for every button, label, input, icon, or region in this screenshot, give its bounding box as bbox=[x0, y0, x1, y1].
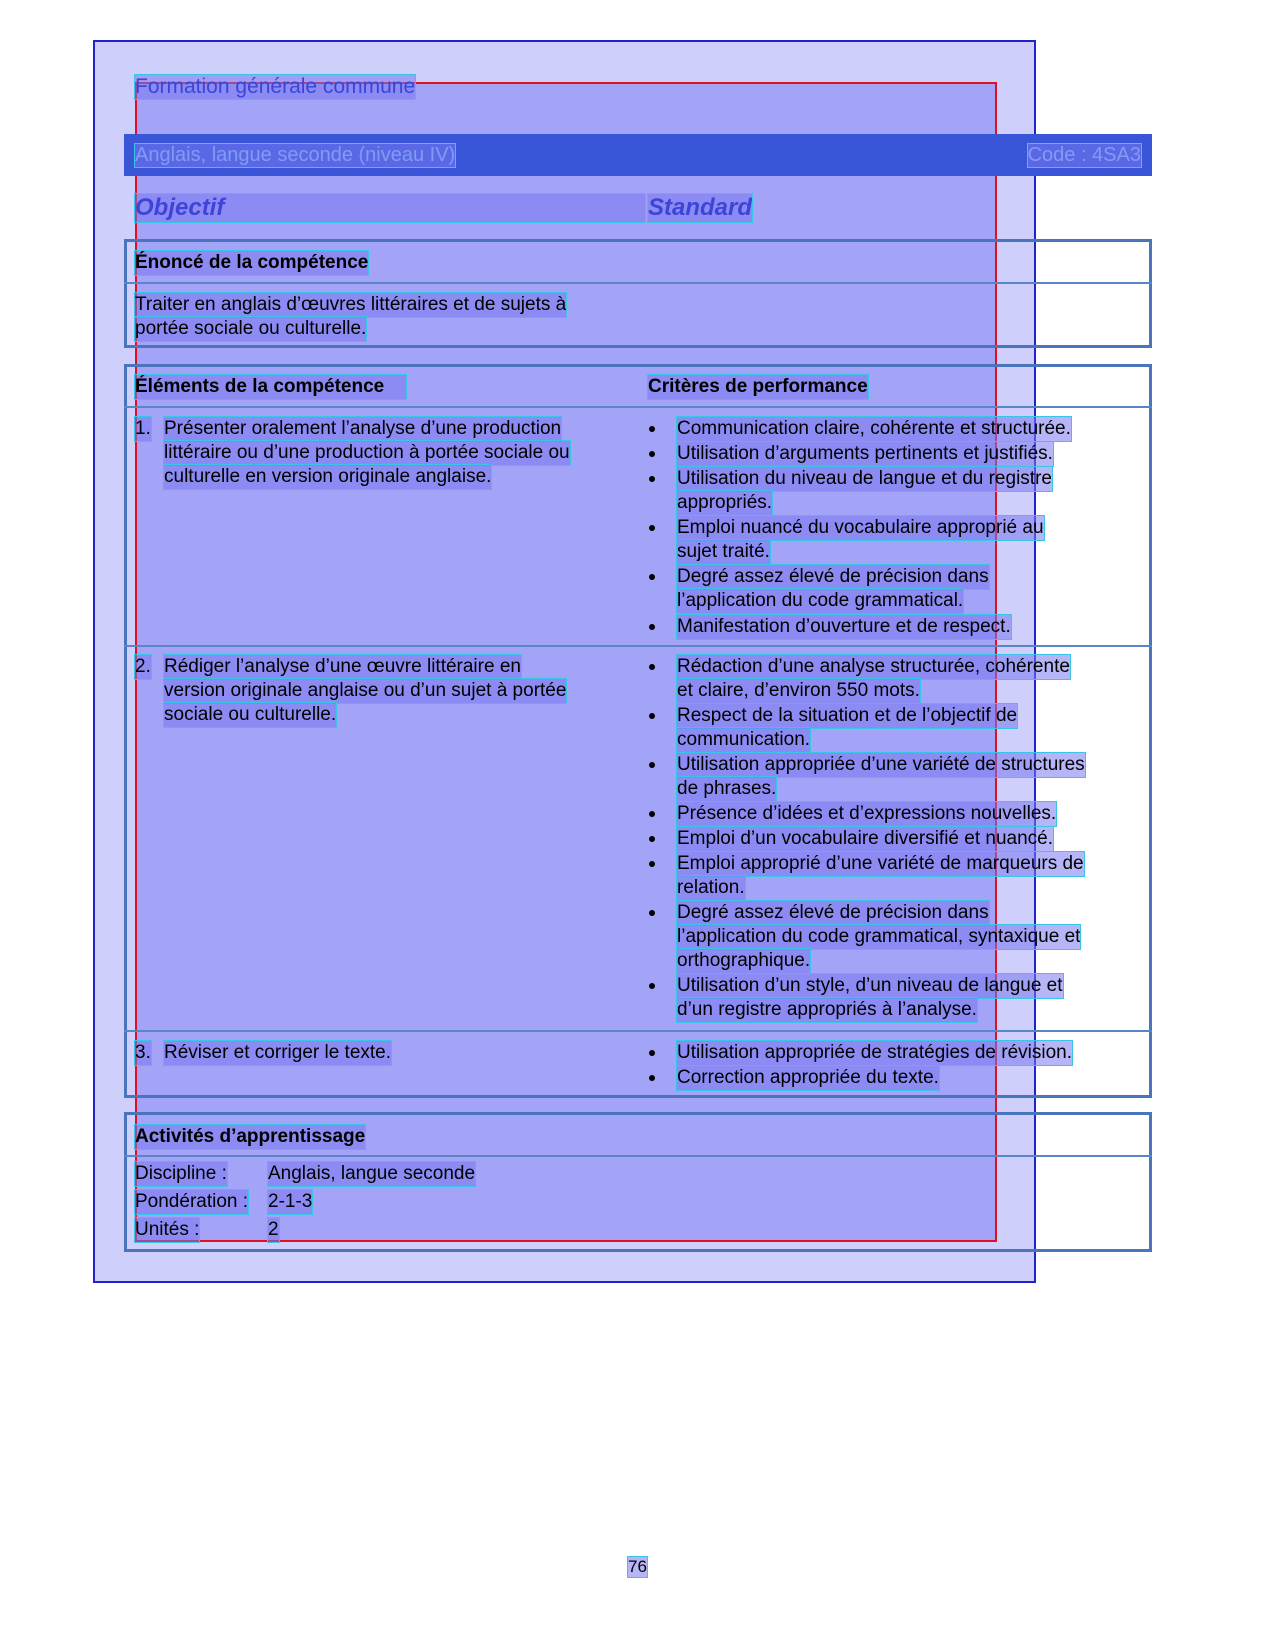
bullet-icon bbox=[648, 1068, 658, 1088]
bullet-icon bbox=[648, 755, 658, 775]
criterion-text: l’application du code grammatical. bbox=[677, 590, 964, 611]
course-code: Code : 4SA3 bbox=[1027, 144, 1141, 166]
element-text-line: version originale anglaise ou d’un sujet à portée bbox=[164, 680, 567, 701]
criterion-text: Utilisation d’arguments pertinents et justifiés. bbox=[677, 443, 1053, 464]
element-text-line: sociale ou culturelle. bbox=[164, 704, 337, 725]
element-text-line: littéraire ou d’une production à portée sociale ou bbox=[164, 442, 570, 463]
element-text-line: culturelle en version originale anglaise. bbox=[164, 466, 492, 487]
page-number: 76 bbox=[628, 1557, 647, 1576]
bullet-icon bbox=[648, 419, 658, 439]
element-number: 3. bbox=[135, 1042, 151, 1063]
competence-text-line: Traiter en anglais d’œuvres littéraires et de sujets à bbox=[135, 294, 567, 315]
bullet-icon bbox=[648, 976, 658, 996]
criterion-text: appropriés. bbox=[677, 492, 773, 513]
bullet-icon bbox=[648, 804, 658, 824]
criterion-text: de phrases. bbox=[677, 778, 777, 799]
bullet-icon bbox=[648, 657, 658, 677]
bullet-icon bbox=[648, 854, 658, 874]
units-label: Unités : bbox=[135, 1219, 200, 1240]
weighting-value: 2-1-3 bbox=[268, 1191, 313, 1212]
competence-heading: Énoncé de la compétence bbox=[135, 252, 369, 273]
criterion-text: Correction appropriée du texte. bbox=[677, 1067, 939, 1088]
bullet-icon bbox=[648, 469, 658, 489]
bullet-icon bbox=[648, 1043, 658, 1063]
criterion-text: Rédaction d’une analyse structurée, cohérente bbox=[677, 656, 1070, 677]
element-number: 1. bbox=[135, 418, 151, 439]
objective-heading: Objectif bbox=[135, 194, 645, 222]
standard-heading: Standard bbox=[648, 194, 753, 221]
criterion-text: relation. bbox=[677, 877, 745, 898]
criterion-text: Utilisation d’un style, d’un niveau de langue et bbox=[677, 975, 1063, 996]
criterion-text: Utilisation du niveau de langue et du registre bbox=[677, 468, 1052, 489]
criterion-text: l’application du code grammatical, syntaxique et bbox=[677, 926, 1081, 947]
bullet-icon bbox=[648, 444, 658, 464]
units-value: 2 bbox=[268, 1219, 279, 1240]
criterion-text: d’un registre appropriés à l’analyse. bbox=[677, 999, 977, 1020]
element-text-line: Présenter oralement l’analyse d’une production bbox=[164, 418, 562, 439]
element-number: 2. bbox=[135, 656, 151, 677]
discipline-label: Discipline : bbox=[135, 1163, 227, 1184]
criterion-text: Respect de la situation et de l’objectif de bbox=[677, 705, 1018, 726]
divider bbox=[124, 282, 1152, 284]
criterion-text: Emploi approprié d’une variété de marqueurs de bbox=[677, 853, 1084, 874]
bullet-icon bbox=[648, 829, 658, 849]
criterion-text: Utilisation appropriée de stratégies de révision. bbox=[677, 1042, 1072, 1063]
elements-column-header: Éléments de la compétence bbox=[135, 375, 406, 399]
table-row-divider bbox=[124, 1030, 1152, 1032]
table-row-divider bbox=[124, 645, 1152, 647]
bullet-icon bbox=[648, 518, 658, 538]
activities-heading: Activités d’apprentissage bbox=[135, 1126, 366, 1147]
bullet-icon bbox=[648, 567, 658, 587]
criterion-text: et claire, d’environ 550 mots. bbox=[677, 680, 920, 701]
table-header-divider bbox=[124, 406, 1152, 408]
criterion-text: Communication claire, cohérente et structurée. bbox=[677, 418, 1071, 439]
weighting-label: Pondération : bbox=[135, 1191, 249, 1212]
criterion-text: Emploi nuancé du vocabulaire approprié au bbox=[677, 517, 1044, 538]
competence-text-line: portée sociale ou culturelle. bbox=[135, 318, 367, 339]
bullet-icon bbox=[648, 903, 658, 923]
criteria-column-header: Critères de performance bbox=[648, 376, 868, 397]
divider bbox=[124, 1155, 1152, 1157]
criterion-text: Degré assez élevé de précision dans bbox=[677, 566, 989, 587]
criterion-text: Degré assez élevé de précision dans bbox=[677, 902, 989, 923]
bullet-icon bbox=[648, 617, 658, 637]
criterion-text: Manifestation d’ouverture et de respect. bbox=[677, 616, 1011, 637]
section-title: Formation générale commune bbox=[135, 75, 416, 98]
criterion-text: Emploi d’un vocabulaire diversifié et nuancé. bbox=[677, 828, 1053, 849]
criterion-text: communication. bbox=[677, 729, 811, 750]
criterion-text: sujet traité. bbox=[677, 541, 770, 562]
element-text-line: Réviser et corriger le texte. bbox=[164, 1042, 392, 1063]
element-text-line: Rédiger l’analyse d’une œuvre littéraire en bbox=[164, 656, 521, 677]
criterion-text: Présence d’idées et d’expressions nouvelles. bbox=[677, 803, 1057, 824]
bullet-icon bbox=[648, 706, 658, 726]
criterion-text: Utilisation appropriée d’une variété de structures bbox=[677, 754, 1085, 775]
criterion-text: orthographique. bbox=[677, 950, 811, 971]
discipline-value: Anglais, langue seconde bbox=[268, 1163, 476, 1184]
course-title: Anglais, langue seconde (niveau IV) bbox=[135, 144, 456, 166]
